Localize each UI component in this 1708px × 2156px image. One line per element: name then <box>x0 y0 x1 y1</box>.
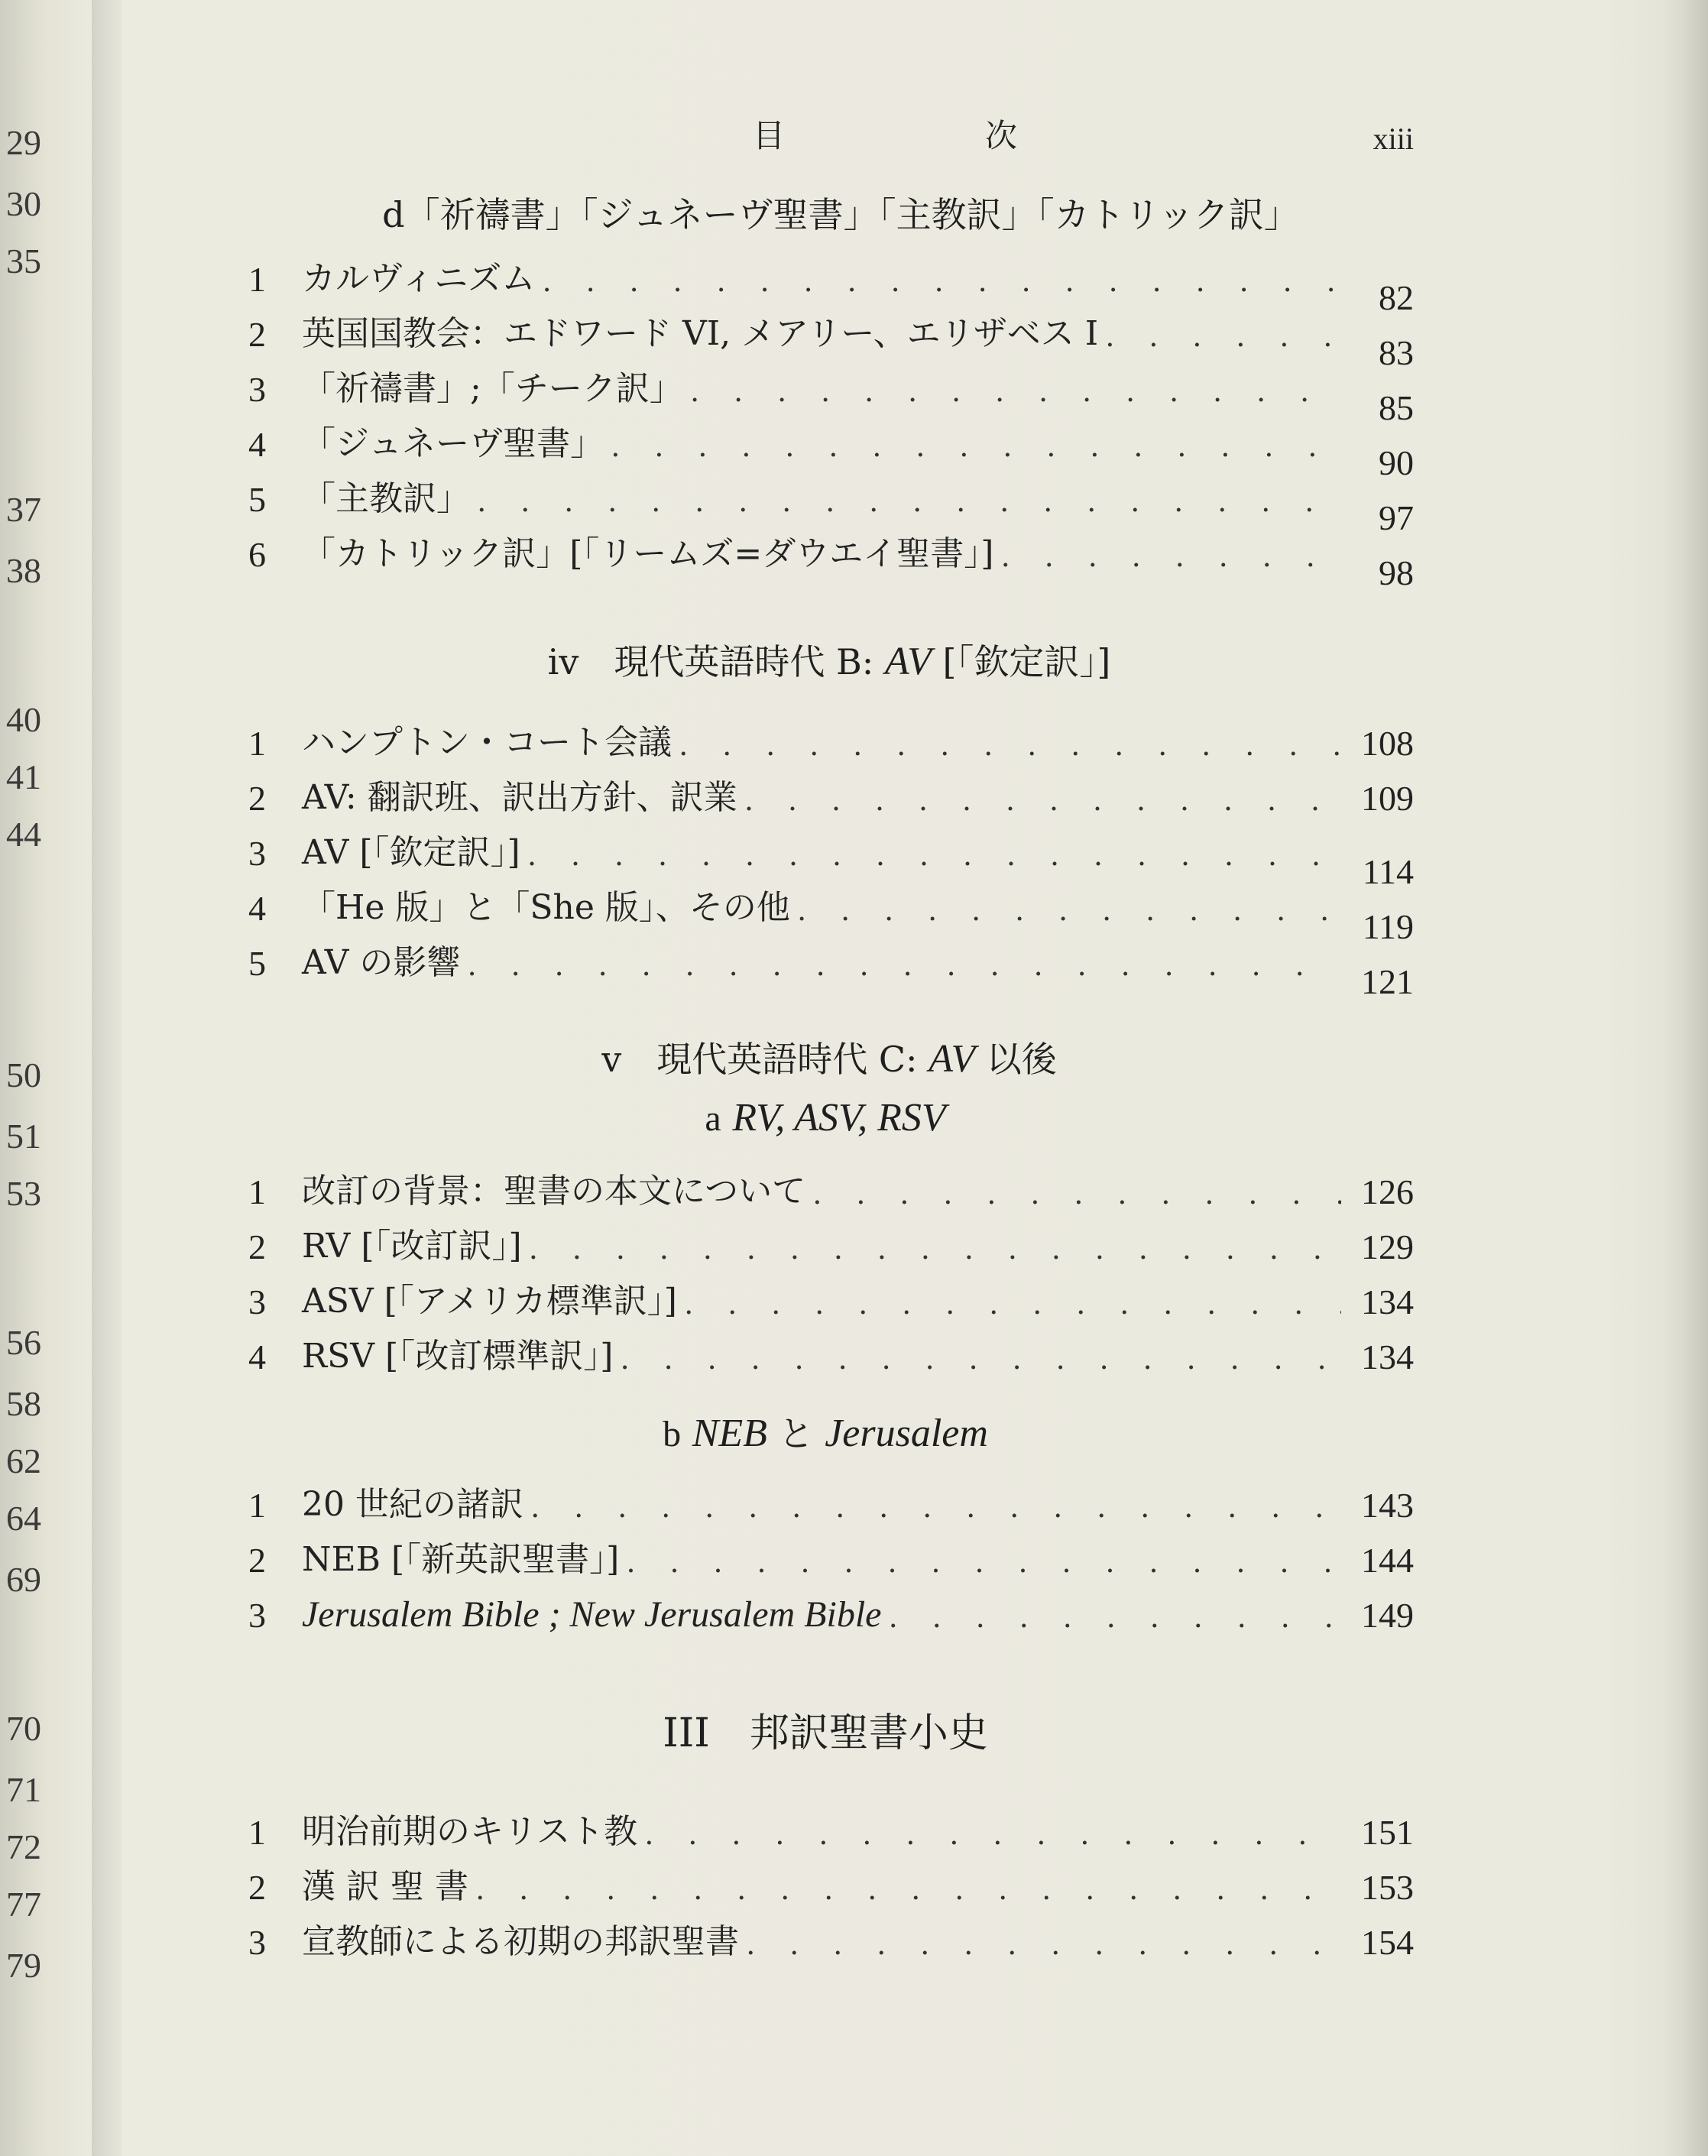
toc-row-page: 144 <box>1361 1541 1414 1580</box>
subsection-heading-b-neb: NEB <box>692 1412 767 1455</box>
toc-row <box>248 825 1414 891</box>
toc-row <box>248 251 1414 317</box>
prev-page-number: 51 <box>6 1117 41 1156</box>
toc-row-title: AV の影響 <box>302 943 461 982</box>
prev-page-number: 41 <box>6 757 41 796</box>
prev-page-number: 35 <box>6 242 41 280</box>
toc-row-number: 1 <box>248 724 266 763</box>
toc-row-page: 109 <box>1361 779 1414 818</box>
prev-page-number: 56 <box>6 1323 41 1362</box>
subsection-heading-a <box>705 1095 945 1140</box>
toc-leader-dots <box>745 782 1341 819</box>
toc-row-number: 3 <box>248 1596 266 1635</box>
toc-row-title: AV [「欽定訳」] <box>302 833 520 872</box>
toc-leader-dots <box>1001 538 1341 575</box>
toc-leader-dots <box>813 1175 1341 1212</box>
prev-page-number: 37 <box>6 490 41 529</box>
page-edge-shadow <box>1662 0 1708 2156</box>
prev-page-number: 62 <box>6 1441 41 1480</box>
toc-row-title: RSV [「改訂標準訳」] <box>302 1337 614 1376</box>
toc-row-number: 1 <box>248 1813 266 1852</box>
prev-page-number: 69 <box>6 1560 41 1599</box>
toc-row-number: 5 <box>248 944 266 983</box>
toc-row-page: 114 <box>1362 852 1414 891</box>
prev-page-number: 30 <box>6 184 41 223</box>
toc-row-page: 129 <box>1361 1227 1414 1266</box>
toc-row-page: 151 <box>1361 1813 1414 1852</box>
toc-row-title: Jerusalem Bible ; New Jerusalem Bible <box>302 1594 882 1635</box>
prev-page-number: 40 <box>6 700 41 739</box>
toc-row <box>248 770 1414 819</box>
toc-row-title: 宣教師による初期の邦訳聖書 <box>302 1922 739 1961</box>
toc-row-number: 6 <box>248 535 266 574</box>
toc-row-title: ASV [「アメリカ標準訳」] <box>302 1282 677 1321</box>
toc-row-title: RV [「改訂訳」] <box>302 1227 522 1266</box>
toc-row-title: 漢 訳 聖 書 <box>302 1867 468 1906</box>
toc-row-number: 4 <box>248 1337 266 1376</box>
toc-leader-dots <box>747 1926 1341 1963</box>
toc-row <box>248 1914 1414 1963</box>
subsection-heading-a-title: RV, ASV, RSV <box>732 1096 946 1140</box>
prev-page-number: 58 <box>6 1384 41 1423</box>
subsection-heading-b-to: と <box>778 1413 814 1454</box>
toc-row <box>248 880 1414 946</box>
toc-leader-dots <box>691 373 1341 410</box>
toc-leader-dots <box>468 947 1341 984</box>
toc-leader-dots <box>528 837 1341 874</box>
toc-row-title: ハンプトン・コート会議 <box>302 723 672 762</box>
toc-row <box>248 1587 1414 1636</box>
toc-row-page: 134 <box>1361 1337 1414 1376</box>
toc-leader-dots <box>889 1599 1341 1636</box>
toc-row <box>248 306 1414 372</box>
toc-row <box>248 471 1414 537</box>
toc-row-page: 83 <box>1379 333 1414 372</box>
toc-row-title: 「He 版」と「She 版」、その他 <box>302 888 790 927</box>
toc-leader-dots <box>679 727 1341 764</box>
toc-row-number: 2 <box>248 779 266 818</box>
toc-row-page: 121 <box>1361 962 1414 1001</box>
toc-row-title: 明治前期のキリスト教 <box>302 1812 638 1851</box>
toc-row-page: 85 <box>1379 388 1414 427</box>
toc-row <box>248 1477 1414 1525</box>
section-heading-iv-suffix: [「欽定訳」] <box>942 641 1111 682</box>
prev-page-number: 44 <box>6 815 41 854</box>
toc-leader-dots <box>611 428 1341 465</box>
toc-row-page: 134 <box>1361 1282 1414 1321</box>
toc-row-number: 1 <box>248 1486 266 1525</box>
prev-page-number: 70 <box>6 1709 41 1748</box>
toc-row-number: 4 <box>248 425 266 464</box>
toc-row-number: 3 <box>248 1282 266 1321</box>
toc-row-number: 1 <box>248 260 266 299</box>
toc-row-number: 3 <box>248 370 266 409</box>
toc-row-page: 154 <box>1361 1923 1414 1962</box>
toc-row <box>248 361 1414 427</box>
prev-page-number: 38 <box>6 551 41 590</box>
toc-row-title: 「ジュネーヴ聖書」 <box>302 424 604 463</box>
toc-row <box>248 1163 1414 1212</box>
section-heading-d: d「祈禱書」「ジュネーヴ聖書」「主教訳」「カトリック訳」 <box>382 194 1299 235</box>
toc-leader-dots <box>531 1489 1341 1525</box>
section-heading-v-av: AV <box>929 1037 976 1081</box>
toc-leader-dots <box>798 892 1341 929</box>
section-heading-iv <box>548 634 1111 685</box>
toc-row <box>248 526 1414 592</box>
folio: xiii <box>1373 122 1414 156</box>
prev-page-number: 71 <box>6 1770 41 1809</box>
toc-row-number: 1 <box>248 1172 266 1211</box>
toc-row <box>248 935 1414 1001</box>
toc-row-title: 改訂の背景：聖書の本文について <box>302 1172 806 1211</box>
section-heading-v-prefix: v 現代英語時代 C: <box>601 1039 918 1080</box>
toc-row <box>248 1328 1414 1377</box>
prev-page-number: 72 <box>6 1827 41 1866</box>
subsection-heading-b-letter: b <box>663 1414 682 1454</box>
toc-row-page: 153 <box>1361 1868 1414 1907</box>
prev-page-number: 53 <box>6 1174 41 1213</box>
toc-row-title: 「主教訳」 <box>302 479 470 518</box>
toc-row-title: 英国国教会：エドワード VI, メアリー、エリザベス I <box>302 314 1099 353</box>
toc-row-page: 90 <box>1379 443 1414 482</box>
toc-leader-dots <box>645 1816 1341 1853</box>
toc-leader-dots <box>1106 318 1341 355</box>
toc-row-number: 2 <box>248 1868 266 1907</box>
running-head: 目 次 <box>753 117 1102 154</box>
toc-row-page: 108 <box>1361 724 1414 763</box>
toc-row <box>248 1859 1414 1908</box>
subsection-heading-b-jerusalem: Jerusalem <box>825 1412 988 1455</box>
section-heading-v-suffix: 以後 <box>986 1039 1057 1080</box>
toc-row <box>248 1218 1414 1267</box>
page-gutter <box>92 0 122 2156</box>
toc-leader-dots <box>627 1544 1341 1581</box>
toc-leader-dots <box>478 483 1341 520</box>
toc-row <box>248 715 1414 764</box>
prev-page-number: 64 <box>6 1499 41 1538</box>
toc-leader-dots <box>543 263 1341 300</box>
toc-row-page: 98 <box>1379 553 1414 592</box>
toc-row-title: 20 世紀の諸訳 <box>302 1485 523 1524</box>
toc-row-number: 2 <box>248 1227 266 1266</box>
toc-row-number: 5 <box>248 480 266 519</box>
toc-row-page: 149 <box>1361 1596 1414 1635</box>
toc-row-page: 97 <box>1379 498 1414 537</box>
toc-row-number: 4 <box>248 889 266 928</box>
toc-row-number: 3 <box>248 834 266 873</box>
toc-row <box>248 1273 1414 1322</box>
prev-page-number: 50 <box>6 1055 41 1094</box>
section-heading-v <box>601 1032 1057 1082</box>
toc-row-title: NEB [「新英訳聖書」] <box>302 1540 620 1579</box>
toc-row-page: 119 <box>1362 907 1414 946</box>
toc-row-page: 82 <box>1379 278 1414 317</box>
toc-row <box>248 1804 1414 1853</box>
toc-row-page: 126 <box>1361 1172 1414 1211</box>
toc-row-number: 3 <box>248 1923 266 1962</box>
prev-page-number: 79 <box>6 1946 41 1985</box>
toc-leader-dots <box>476 1871 1341 1908</box>
toc-row <box>248 416 1414 482</box>
previous-page-number-column <box>0 0 84 2156</box>
toc-row-title: AV: 翻訳班、訳出方針、訳業 <box>302 778 737 817</box>
toc-leader-dots <box>685 1285 1341 1322</box>
toc-row-number: 2 <box>248 315 266 354</box>
toc-row <box>248 1532 1414 1581</box>
subsection-heading-a-letter: a <box>705 1098 721 1139</box>
prev-page-number: 29 <box>6 123 41 162</box>
toc-row-page: 143 <box>1361 1486 1414 1525</box>
toc-row-title: 「カトリック訳」[「リームズ=ダウエイ聖書」] <box>302 534 994 573</box>
toc-row-number: 2 <box>248 1541 266 1580</box>
section-heading-iv-av: AV <box>884 640 932 683</box>
toc-row-title: カルヴィニズム <box>302 259 536 298</box>
subsection-heading-b <box>663 1406 988 1457</box>
section-heading-iv-prefix: iv 現代英語時代 B: <box>547 641 874 682</box>
toc-leader-dots <box>621 1341 1341 1377</box>
toc-leader-dots <box>530 1230 1341 1267</box>
prev-page-number: 77 <box>6 1885 41 1924</box>
toc-row-title: 「祈禱書」;「チーク訳」 <box>302 369 683 408</box>
chapter-heading-iii: III 邦訳聖書小史 <box>663 1710 988 1756</box>
